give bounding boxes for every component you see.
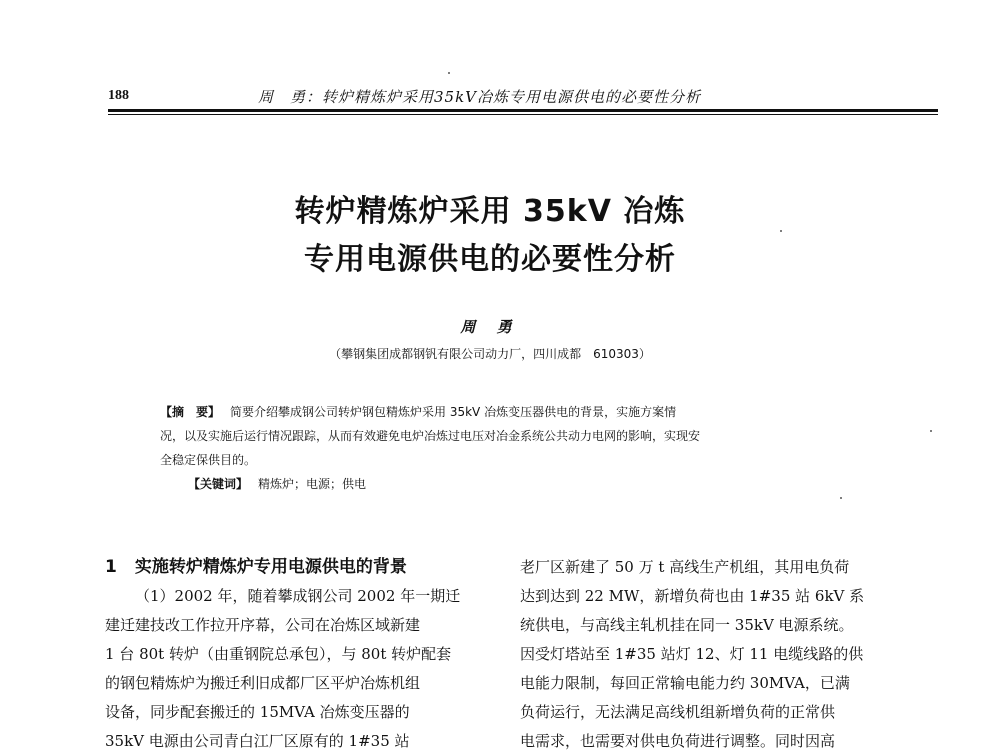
- running-header: [108, 86, 938, 108]
- section-heading: [105, 553, 500, 582]
- keywords-label: 【关键词】: [188, 477, 249, 491]
- body-text-line: 1 台 80t 转炉（由重钢院总承包），与 80t 转炉配套: [105, 645, 452, 663]
- scan-speck: [780, 230, 782, 232]
- body-text-line: 达到达到 22 MW，新增负荷也由 1#35 站 6kV 系: [520, 587, 865, 605]
- author-name: 周 勇: [460, 318, 520, 336]
- section-number: 1: [105, 557, 117, 577]
- body-text-line: 电需求，也需要对供电负荷进行调整。同时因高: [520, 732, 836, 750]
- body-text-line: 统供电，与高线主轧机挂在同一 35kV 电源系统。: [520, 616, 854, 634]
- keywords-text: 精炼炉；电源；供电: [258, 477, 367, 491]
- section-title: 实施转炉精炼炉专用电源供电的背景: [134, 557, 407, 577]
- body-text-line: （1）2002 年，随着攀成钢公司 2002 年一期迁: [135, 587, 461, 605]
- body-text-line: 负荷运行，无法满足高线机组新增负荷的正常供: [520, 703, 836, 721]
- scan-speck: [840, 497, 842, 499]
- scan-speck: [930, 430, 932, 432]
- running-title: 周 勇：转炉精炼炉采用35kV冶炼专用电源供电的必要性分析: [258, 88, 702, 106]
- body-text-line: 建迁建技改工作拉开序幕，公司在冶炼区域新建: [105, 616, 421, 634]
- title-line: 转炉精炼炉采用 35kV 冶炼: [294, 194, 686, 229]
- body-text-line: 35kV 电源由公司青白江厂区原有的 1#35 站: [105, 732, 410, 750]
- article-title: [150, 188, 830, 284]
- abstract-label: 【摘 要】: [160, 405, 221, 419]
- author-affiliation: （攀钢集团成都钢钒有限公司动力厂，四川成都 610303）: [329, 347, 651, 361]
- body-text-line: 设备，同步配套搬迁的 15MVA 冶炼变压器的: [105, 703, 410, 721]
- keywords: [160, 472, 850, 496]
- body-column-right: [520, 553, 920, 756]
- abstract-text-line: 简要介绍攀成钢公司转炉钢包精炼炉采用 35kV 冶炼变压器供电的背景，实施方案情: [230, 405, 677, 419]
- abstract-text-line: 况，以及实施后运行情况跟踪，从而有效避免电炉冶炼过电压对冶金系统公共动力电网的影响，实现安: [160, 429, 701, 443]
- body-text-line: 老厂区新建了 50 万 t 高线生产机组，其用电负荷: [520, 558, 850, 576]
- body-text-line: 的钢包精炼炉为搬迁利旧成都厂区平炉冶炼机组: [105, 674, 421, 692]
- body-text-line: 电能力限制，每回正常输电能力约 30MVA，已满: [520, 674, 850, 692]
- title-line: 专用电源供电的必要性分析: [304, 242, 676, 277]
- abstract-text-line: 全稳定保供目的。: [160, 453, 257, 467]
- page-number: 188: [108, 88, 129, 103]
- body-column-left: [105, 553, 500, 756]
- scan-speck: [448, 72, 450, 74]
- abstract-block: [160, 400, 850, 496]
- header-rule: [108, 109, 938, 112]
- body-text-line: 因受灯塔站至 1#35 站灯 12、灯 11 电缆线路的供: [520, 645, 864, 663]
- header-rule-thin: [108, 114, 938, 115]
